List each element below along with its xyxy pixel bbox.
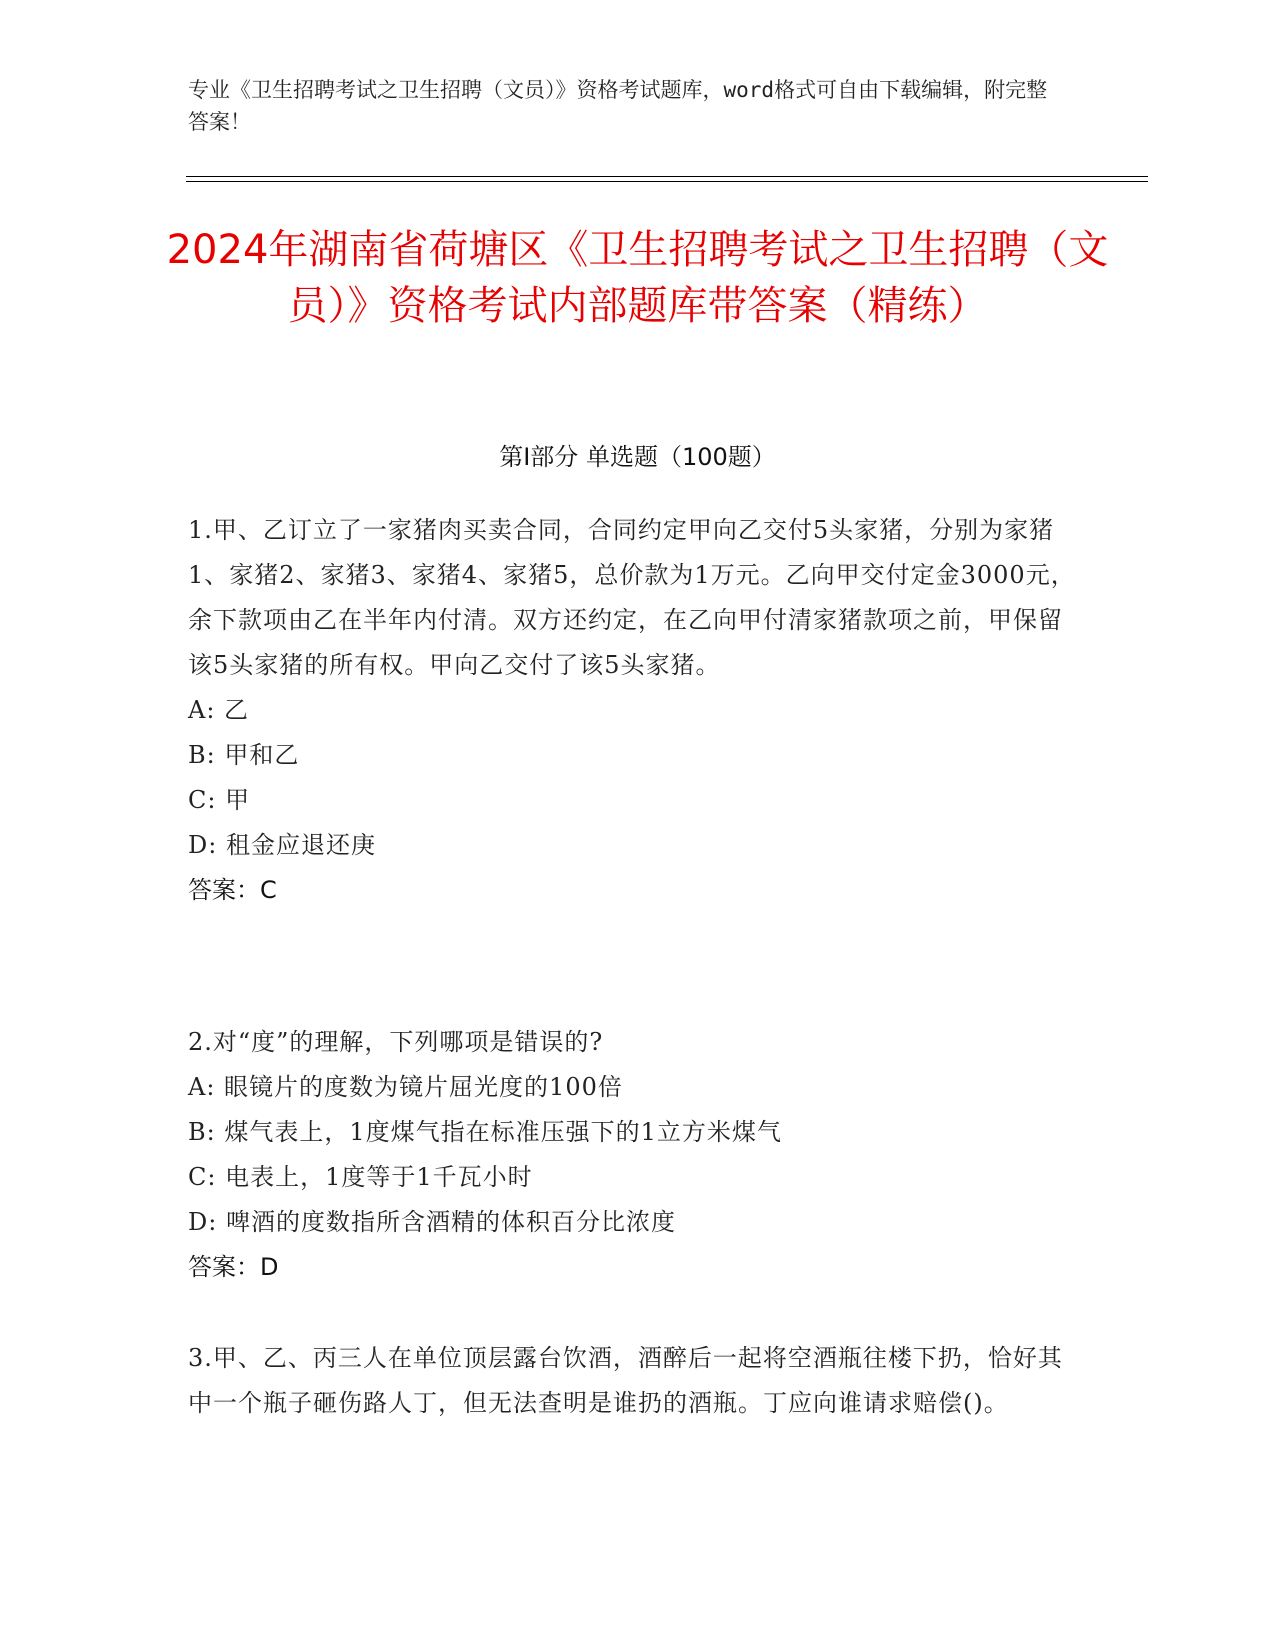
section-heading: 第I部分 单选题（100题） (499, 443, 776, 471)
question-2-option-a: A: 眼镜片的度数为镜片屈光度的100倍 (188, 1073, 623, 1101)
question-2 (188, 1020, 1078, 1290)
question-1-option-d: D: 租金应退还庚 (188, 831, 376, 859)
question-2-option-d: D: 啤酒的度数指所含酒精的体积百分比浓度 (188, 1208, 676, 1236)
question-2-option-b: B: 煤气表上，1度煤气指在标准压强下的1立方米煤气 (188, 1118, 782, 1146)
question-1-answer: 答案：C (188, 876, 277, 904)
header-divider-top (186, 176, 1148, 177)
question-3-text: 3.甲、乙、丙三人在单位顶层露台饮酒，酒醉后一起将空酒瓶往楼下扔，恰好其中一个瓶子砸伤路人丁，但无法查明是谁扔的酒瓶。丁应向谁请求赔偿()。 (188, 1344, 1063, 1417)
header-note: 专业《卫生招聘考试之卫生招聘（文员）》资格考试题库，word格式可自由下载编辑，附完整答案！ (188, 78, 1048, 134)
question-3 (188, 1336, 1078, 1426)
question-1 (188, 508, 1078, 913)
question-2-option-c: C: 电表上，1度等于1千瓦小时 (188, 1163, 533, 1191)
document-title: 2024年湖南省荷塘区《卫生招聘考试之卫生招聘（文员）》资格考试内部题库带答案（精练） (166, 227, 1109, 329)
question-2-text: 2.对“度”的理解，下列哪项是错误的? (188, 1028, 604, 1056)
question-1-option-b: B: 甲和乙 (188, 741, 300, 769)
question-1-option-c: C: 甲 (188, 786, 251, 814)
question-1-text: 1.甲、乙订立了一家猪肉买卖合同，合同约定甲向乙交付5头家猪，分别为家猪1、家猪2、家猪3、家猪4、家猪5，总价款为1万元。乙向甲交付定金3000元，余下款项由乙在半年内付清。双方还约定，在乙向甲付清家猪款项之前，甲保留该5头家猪的所有权。甲向乙交付了该5头家猪。 (188, 516, 1076, 679)
question-1-option-a: A: 乙 (188, 696, 250, 724)
question-2-answer: 答案：D (188, 1253, 279, 1281)
header-divider-bottom (186, 181, 1148, 182)
